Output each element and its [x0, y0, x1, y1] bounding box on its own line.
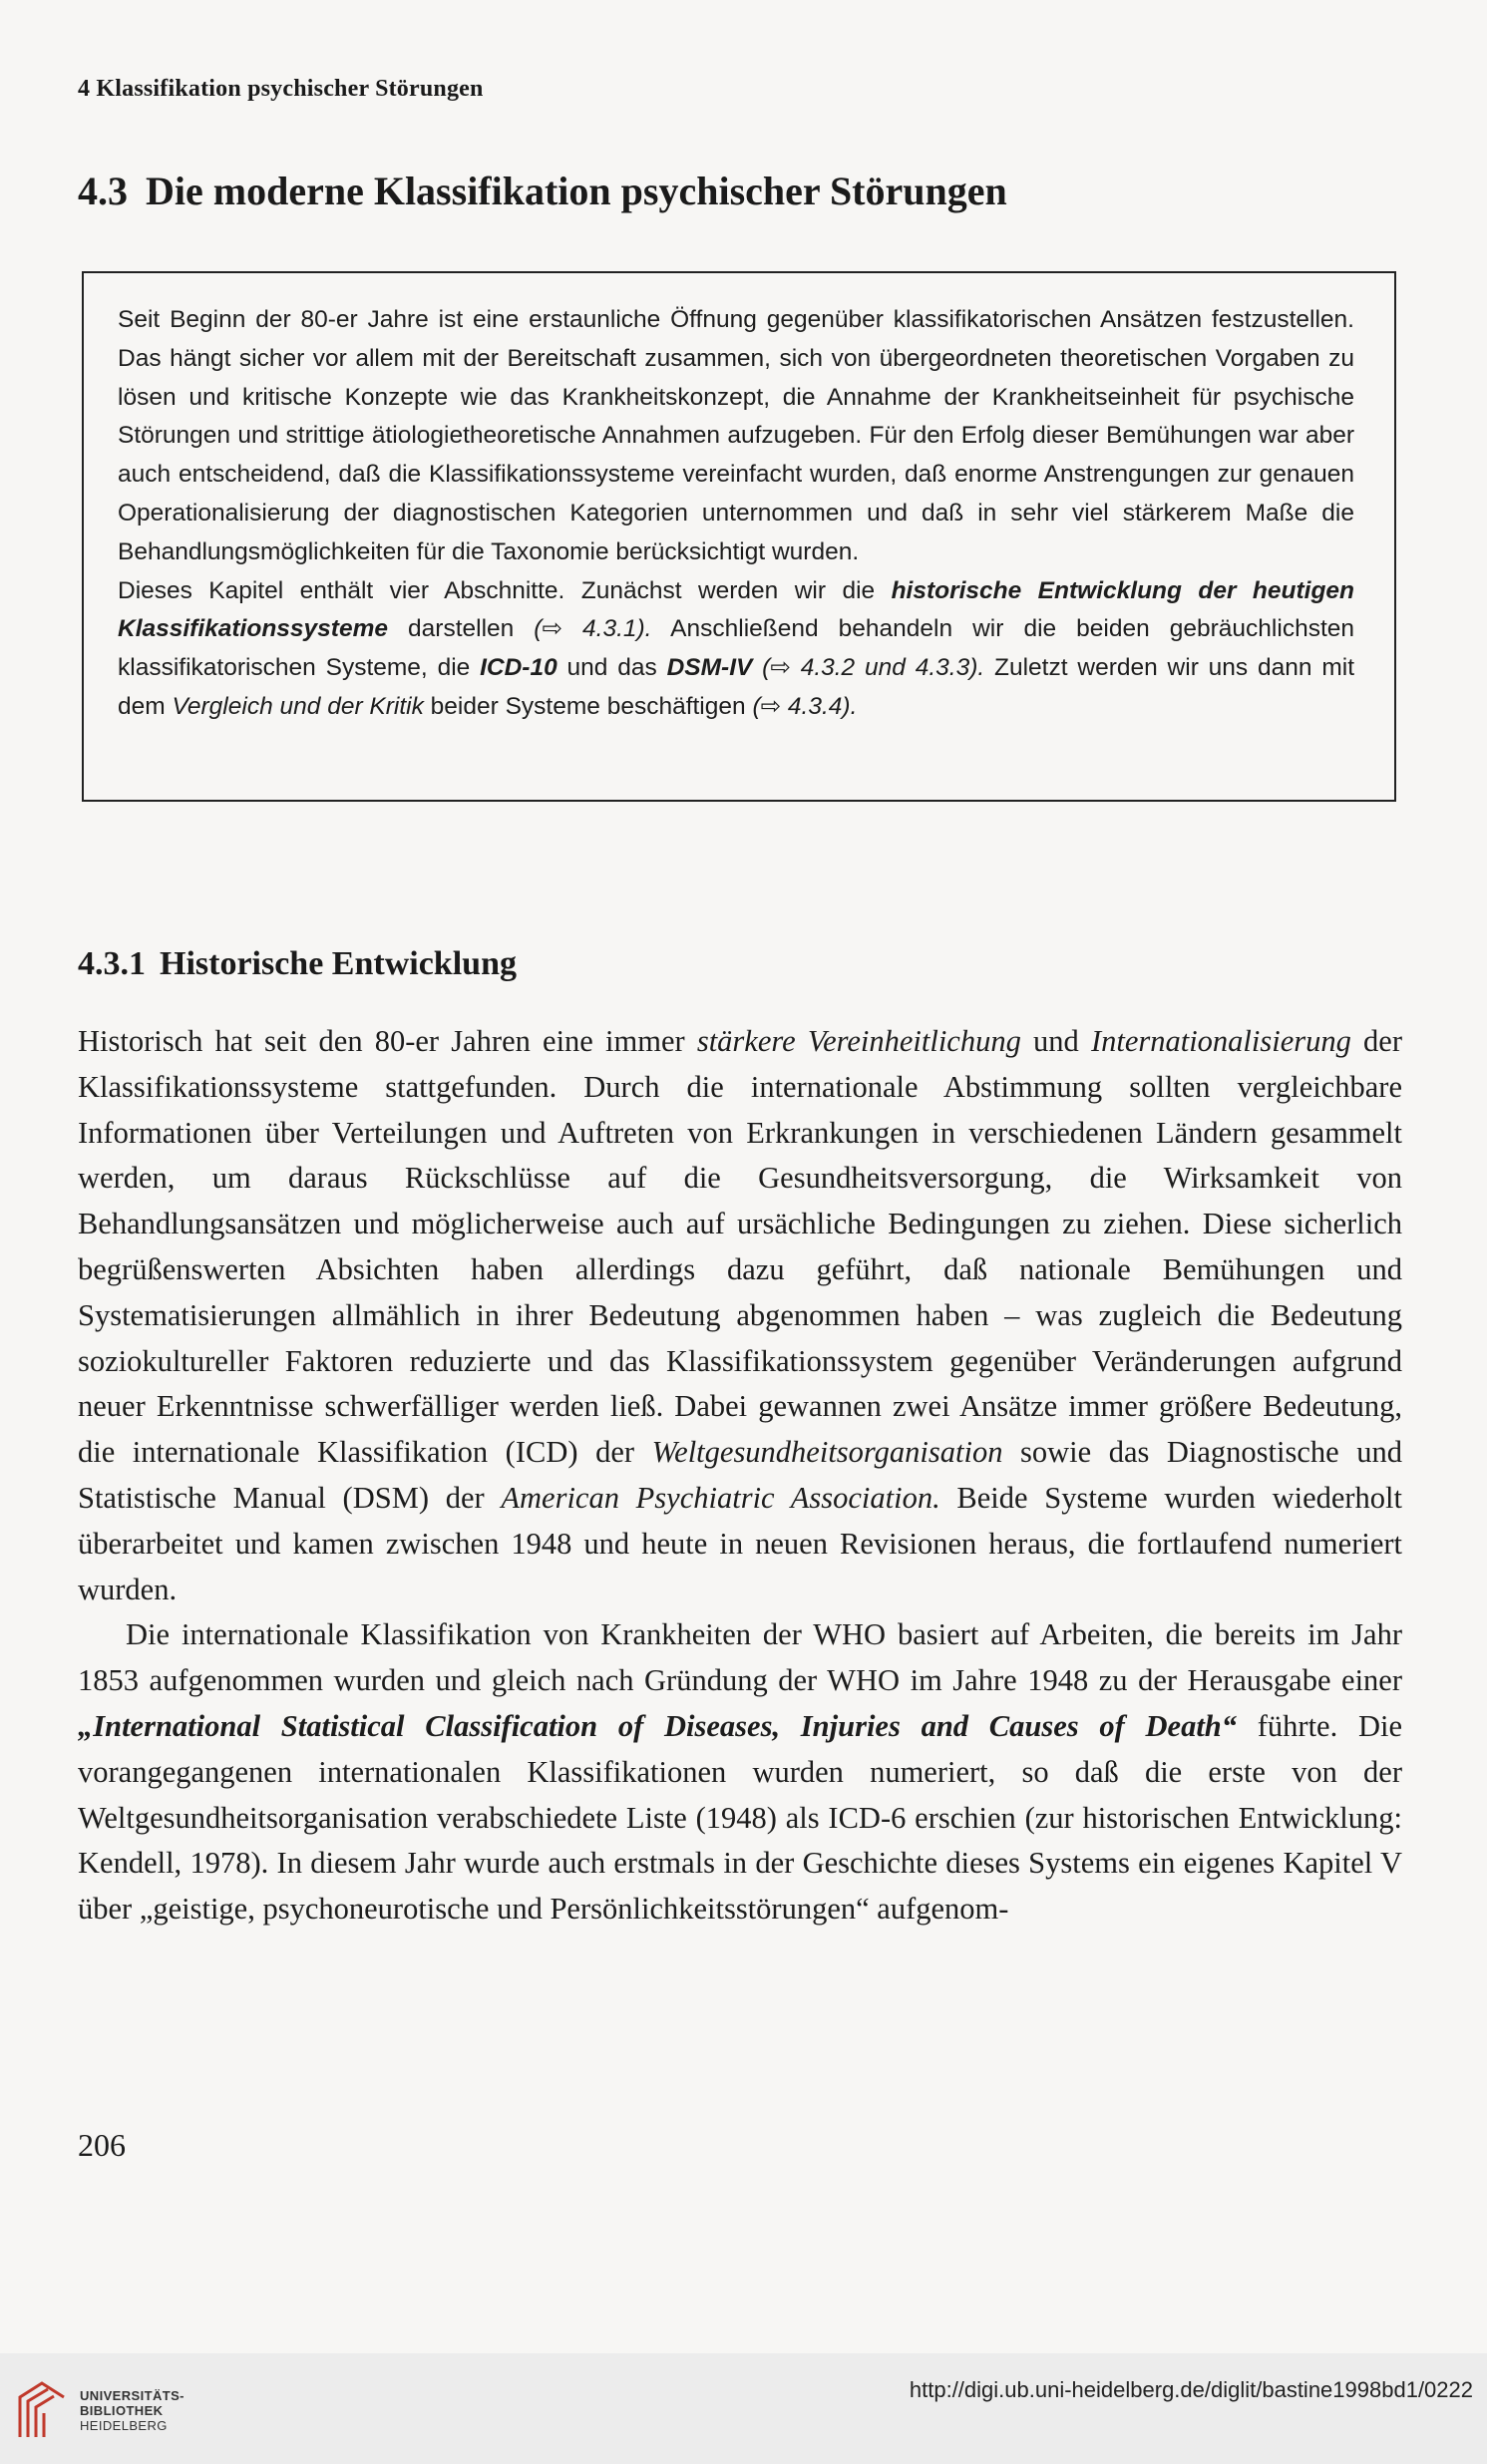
summary-paragraph-2: Dieses Kapitel enthält vier Abschnitte. Zunächst werden wir die historische Entwicklung der heutigen Klassifikationssysteme darstellen (⇨ 4.3.1). Anschließend behandeln wir die beiden gebräuchlichsten klassifikatorischen Systeme, die ICD-10 und das DSM-IV (⇨ 4.3.2 und 4.3.3). Zuletzt werden wir uns dann mit dem Vergleich und der Kritik beider Systeme beschäftigen (⇨ 4.3.4).	[118, 576, 1355, 720]
section-title: Die moderne Klassifikation psychischer Störungen	[146, 169, 1007, 213]
summary-paragraph-1: Seit Beginn der 80-er Jahre ist eine erstaunliche Öffnung gegenüber klassifikatorischen Ansätzen festzustellen. Das hängt sicher vor allem mit der Bereitschaft zusammen, sich von übergeordneten theoretischen Vorgaben zu lösen und kritische Konzepte wie das Krankheitskonzept, die Annahme der Krankheitseinheit für psychische Störungen und strittige ätiologietheoretische Annahmen aufzugeben. Für den Erfolg dieser Bemühungen war aber auch entscheidend, daß die Klassifikationssysteme vereinfacht wurden, daß enorme Anstrengungen zur genauen Operationalisierung der diagnostischen Kategorien unternommen und daß in sehr viel stärkerem Maße die Behandlungsmöglichkeiten für die Taxonomie berücksichtigt wurden.	[118, 306, 1354, 565]
chapter-summary-box	[82, 271, 1396, 802]
library-name: UNIVERSITÄTS- BIBLIOTHEK HEIDELBERG	[80, 2387, 185, 2433]
running-head: 4 Klassifikation psychischer Störungen	[78, 76, 484, 102]
source-url-link[interactable]: http://digi.ub.uni-heidelberg.de/diglit/bastine1998bd1/0222	[909, 2377, 1473, 2402]
emphasis-icd-title: „International Statistical Classification of Diseases, Injuries and Causes of Death“	[78, 1708, 1238, 1743]
emphasis-vergleich-kritik: Vergleich und der Kritik	[172, 692, 424, 720]
emphasis-dsm-iv: DSM-IV	[666, 654, 753, 682]
page-number: 206	[78, 2127, 126, 2163]
cross-reference-4-3-1[interactable]: (⇨ 4.3.1).	[534, 615, 652, 643]
section-heading	[78, 168, 1007, 214]
body-paragraph-1: Historisch hat seit den 80-er Jahren eine immer stärkere Vereinheitlichung und Internationalisierung der Klassifikationssysteme stattgefunden. Durch die internationale Abstimmung sollten vergleichbare Informationen über Verteilungen und Auftreten von Erkrankungen in verschiedenen Ländern gesammelt werden, um daraus Rückschlüsse auf die Gesundheitsversorgung, die Wirksamkeit von Behandlungsansätzen und möglicherweise auch auf ursächliche Bedingungen zu ziehen. Diese sicherlich begrüßenswerten Absichten haben allerdings dazu geführt, daß nationale Bemühungen und Systematisierungen allmählich in ihrer Bedeutung abgenommen haben – was zugleich die Bedeutung soziokultureller Faktoren reduzierte und das Klassifikationssystem gegenüber Veränderungen aufgrund neuer Erkenntnisse schwerfälliger werden ließ. Dabei gewannen zwei Ansätze immer größere Bedeutung, die internationale Klassifikation (ICD) der Weltgesundheitsorganisation sowie das Diagnostische und Statistische Manual (DSM) der American Psychiatric Association. Beide Systeme wurden wiederholt überarbeitet und kamen zwischen 1948 und heute in neuen Revisionen heraus, die fortlaufend numeriert wurden.	[78, 1024, 1402, 1606]
cross-reference-4-3-2[interactable]: (⇨ 4.3.2 und 4.3.3).	[752, 654, 985, 682]
subsection-title: Historische Entwicklung	[160, 945, 517, 982]
library-logo-icon	[14, 2379, 70, 2441]
body-text	[78, 1019, 1402, 1933]
library-logo	[14, 2379, 185, 2441]
body-paragraph-2: Die internationale Klassifikation von Krankheiten der WHO basiert auf Arbeiten, die bereits im Jahr 1853 aufgenommen wurden und gleich nach Gründung der WHO im Jahre 1948 zu der Herausgabe einer „International Statistical Classification of Diseases, Injuries and Causes of Death“ führte. Die vorangegangenen internationalen Klassifikationen wurden numeriert, so daß die erste von der Weltgesundheitsorganisation verabschiedete Liste (1948) als ICD-6 erschien (zur historischen Entwicklung: Kendell, 1978). In diesem Jahr wurde auch erstmals in der Geschichte dieses Systems ein eigenes Kapitel V über „geistige, psychoneurotische und Persönlichkeitsstörungen“ aufgenom-	[78, 1617, 1402, 1927]
digitization-footer	[0, 2353, 1487, 2464]
emphasis-historische-entwicklung: historische Entwicklung der heutigen Klassifikationssysteme	[118, 576, 1355, 643]
subsection-number: 4.3.1	[78, 945, 146, 982]
subsection-heading	[78, 945, 517, 983]
emphasis-icd-10: ICD-10	[480, 654, 558, 682]
cross-reference-4-3-4[interactable]: (⇨ 4.3.4).	[752, 692, 858, 720]
section-number: 4.3	[78, 169, 128, 213]
